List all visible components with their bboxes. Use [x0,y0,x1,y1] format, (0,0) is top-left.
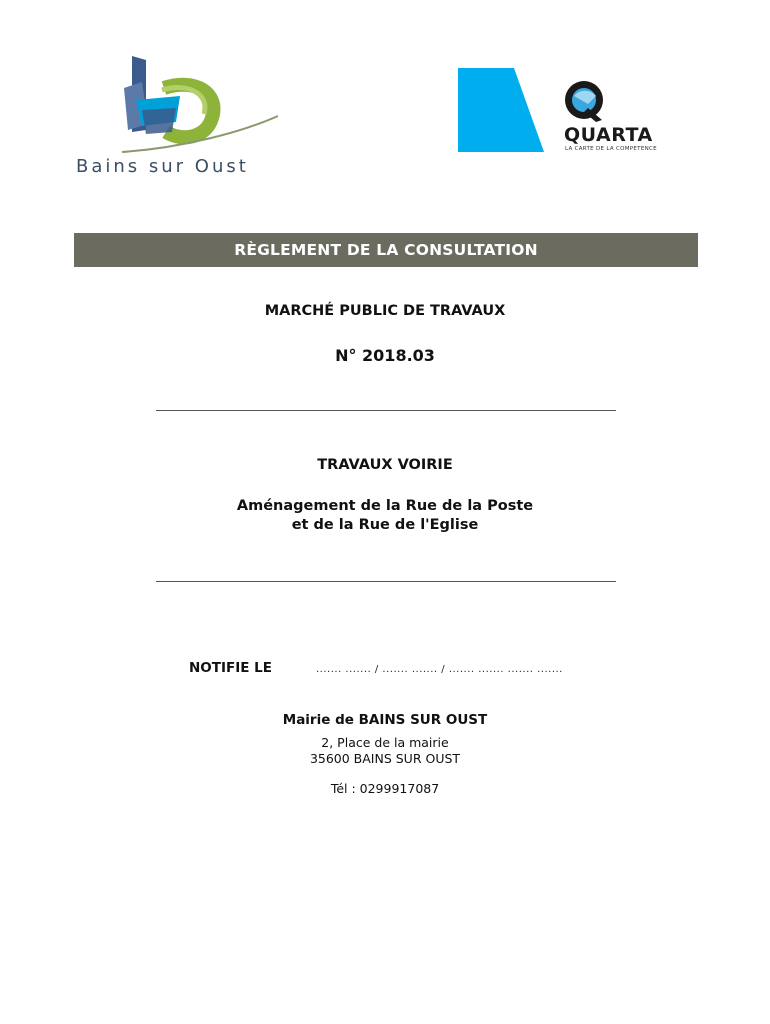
address-street: 2, Place de la mairie [321,735,449,750]
address-city: 35600 BAINS SUR OUST [309,751,461,766]
divider-bottom [156,581,616,582]
market-type: MARCHÉ PUBLIC DE TRAVAUX [264,303,506,319]
project-title: TRAVAUX VOIRIE [317,457,453,473]
project-description-line1: Aménagement de la Rue de la Poste [236,498,534,514]
quarta-logo-text: QUARTA [564,124,653,146]
bains-sur-oust-logo-text: Bains sur Oust [76,156,249,177]
address-organisation: Mairie de BAINS SUR OUST [282,712,488,728]
divider-top [156,410,616,411]
notified-label: NOTIFIE LE [189,660,272,676]
notified-date-placeholder: ....... ....... / ....... ....... / ....... ....... ....... ....... [316,664,563,675]
project-description-line2: et de la Rue de l'Eglise [291,517,479,533]
quarta-logo-tagline: LA CARTE DE LA COMPETENCE [565,146,657,152]
title-banner [74,233,698,267]
quarta-logo [456,66,686,158]
bains-sur-oust-logo [72,52,262,182]
bains-sur-oust-logo-icon [102,52,292,157]
market-number: N° 2018.03 [335,346,435,365]
address-phone: Tél : 0299917087 [330,781,440,796]
document-title: RÈGLEMENT DE LA CONSULTATION [234,241,538,259]
